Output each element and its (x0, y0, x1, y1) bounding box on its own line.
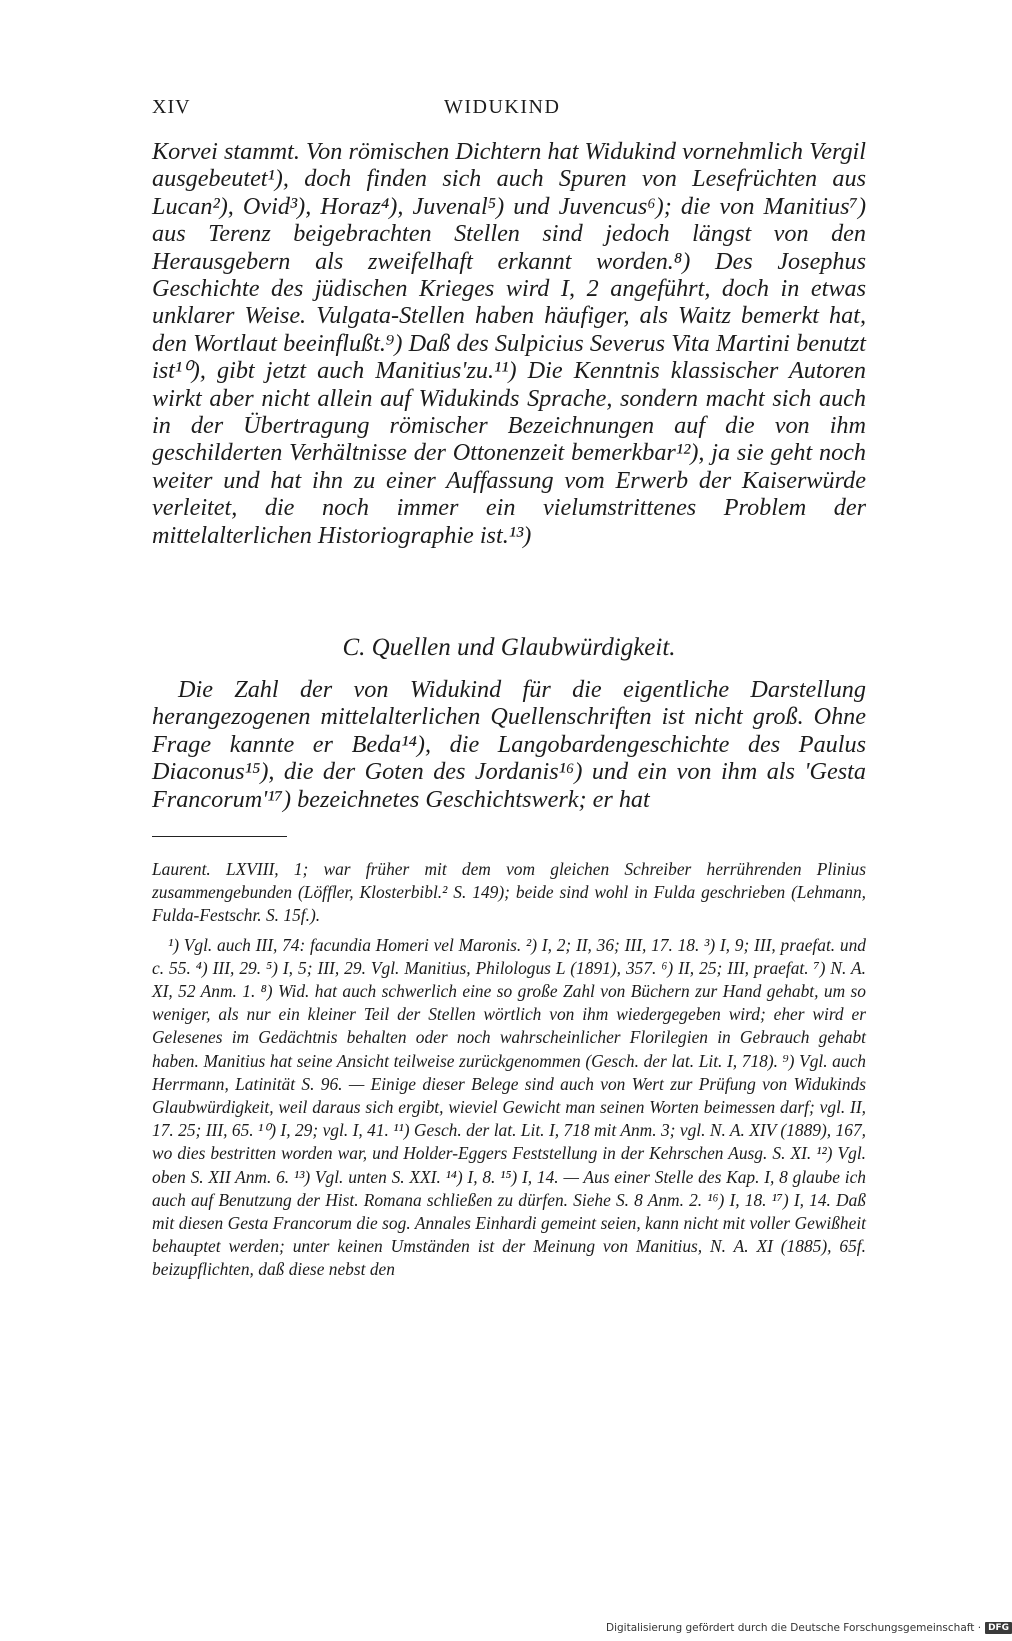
credit-text: Digitalisierung gefördert durch die Deutsche Forschungsgemeinschaft · (606, 1622, 982, 1634)
paragraph: Die Zahl der von Widukind für die eigentliche Darstellung herangezogenen mittelalterlichen Quellenschriften ist nicht groß. Ohne Frage kannte er Beda¹⁴), die Langobardengeschichte des Paulus Diaconus¹⁵), die der Goten des Jordanis¹⁶) und ein von ihm als 'Gesta Francorum'¹⁷) bezeichnetes Geschichtswerk; er hat (152, 676, 866, 813)
running-title: WIDUKIND (444, 96, 561, 118)
footnotes (152, 858, 866, 1288)
main-text-continued (152, 676, 866, 813)
footnote-continuation: Laurent. LXVIII, 1; war früher mit dem vom gleichen Schreiber herrührenden Plinius zusammengebunden (Löffler, Klosterbibl.² S. 149); beide sind wohl in Fulda geschrieben (Lehmann, Fulda-Festschr. S. 15f.). (152, 859, 866, 926)
footnote-divider (152, 836, 287, 837)
paragraph: Korvei stammt. Von römischen Dichtern hat Widukind vornehmlich Vergil ausgebeutet¹), doch finden sich auch Spuren von Lesefrüchten aus Lucan²), Ovid³), Horaz⁴), Juvenal⁵) und Juvencus⁶); die von Manitius⁷) aus Terenz beigebrachten Stellen sind jedoch längst von den Herausgebern als zweifelhaft erkannt worden.⁸) Des Josephus Geschichte des jüdischen Krieges wird I, 2 angeführt, doch in etwas unklarer Weise. Vulgata-Stellen haben häufiger, als Waitz bemerkt hat, den Wortlaut beeinflußt.⁹) Daß des Sulpicius Severus Vita Martini benutzt ist¹⁰), gibt jetzt auch Manitius'zu.¹¹) Die Kenntnis klassischer Autoren wirkt aber nicht allein auf Widukinds Sprache, sondern macht sich auch in der Übertragung römischer Bezeichnungen auf die von ihm geschilderten Verhältnisse der Ottonenzeit bemerkbar¹²), ja sie geht noch weiter und hat ihn zu einer Auffassung vom Erwerb der Kaiserwürde verleitet, die noch immer ein vielumstrittenes Problem der mittelalterlichen Historiographie ist.¹³) (152, 138, 866, 549)
dfg-logo: DFG (985, 1622, 1012, 1634)
digitization-credit (606, 1622, 1012, 1636)
main-text (152, 138, 866, 549)
section-heading: C. Quellen und Glaubwürdigkeit. (342, 634, 676, 661)
page-header (152, 96, 864, 124)
page-number: XIV (152, 96, 191, 118)
footnote-block: ¹) Vgl. auch III, 74: facundia Homeri vel Maronis. ²) I, 2; II, 36; III, 17. 18. ³) I, 9; III, praefat. und c. 55. ⁴) III, 29. ⁵) I, 5; III, 29. Vgl. Manitius, Philologus L (1891), 357. ⁶) II, 25; III, praefat. ⁷) N. A. XI, 52 Anm. 1. ⁸) Wid. hat auch schwerlich eine so große Zahl von Büchern zur Hand gehabt, um so weniger, als nur ein kleiner Teil der Stellen wörtlich von ihm wiedergegeben wird; eher wird er Gelesenes im Gedächtnis behalten oder noch wahrscheinlicher Florilegien in Gebrauch gehabt haben. Manitius hat seine Ansicht teilweise zurückgenommen (Gesch. der lat. Lit. I, 718). ⁹) Vgl. auch Herrmann, Latinität S. 96. — Einige dieser Belege sind auch von Wert zur Prüfung von Widukinds Glaubwürdigkeit, weil daraus sich ergibt, wieviel Gewicht man seinen Worten beimessen darf; vgl. II, 17. 25; III, 65. ¹⁰) I, 29; vgl. I, 41. ¹¹) Gesch. der lat. Lit. I, 718 mit Anm. 3; vgl. N. A. XIV (1889), 167, wo dies bestritten worden war, und Holder-Eggers Feststellung in der Kehrschen Ausg. S. XI. ¹²) Vgl. oben S. XII Anm. 6. ¹³) Vgl. unten S. XXI. ¹⁴) I, 8. ¹⁵) I, 14. — Aus einer Stelle des Kap. I, 8 glaube ich auch auf Benutzung der Hist. Romana schließen zu dürfen. Siehe S. 8 Anm. 2. ¹⁶) I, 18. ¹⁷) I, 14. Daß mit diesen Gesta Francorum die sog. Annales Einhardi gemeint seien, kann nicht mit voller Gewißheit behauptet werden; unter keinen Umständen ist der Meinung von Manitius, N. A. XI (1885), 65f. beizupflichten, daß diese nebst den (152, 934, 866, 1280)
